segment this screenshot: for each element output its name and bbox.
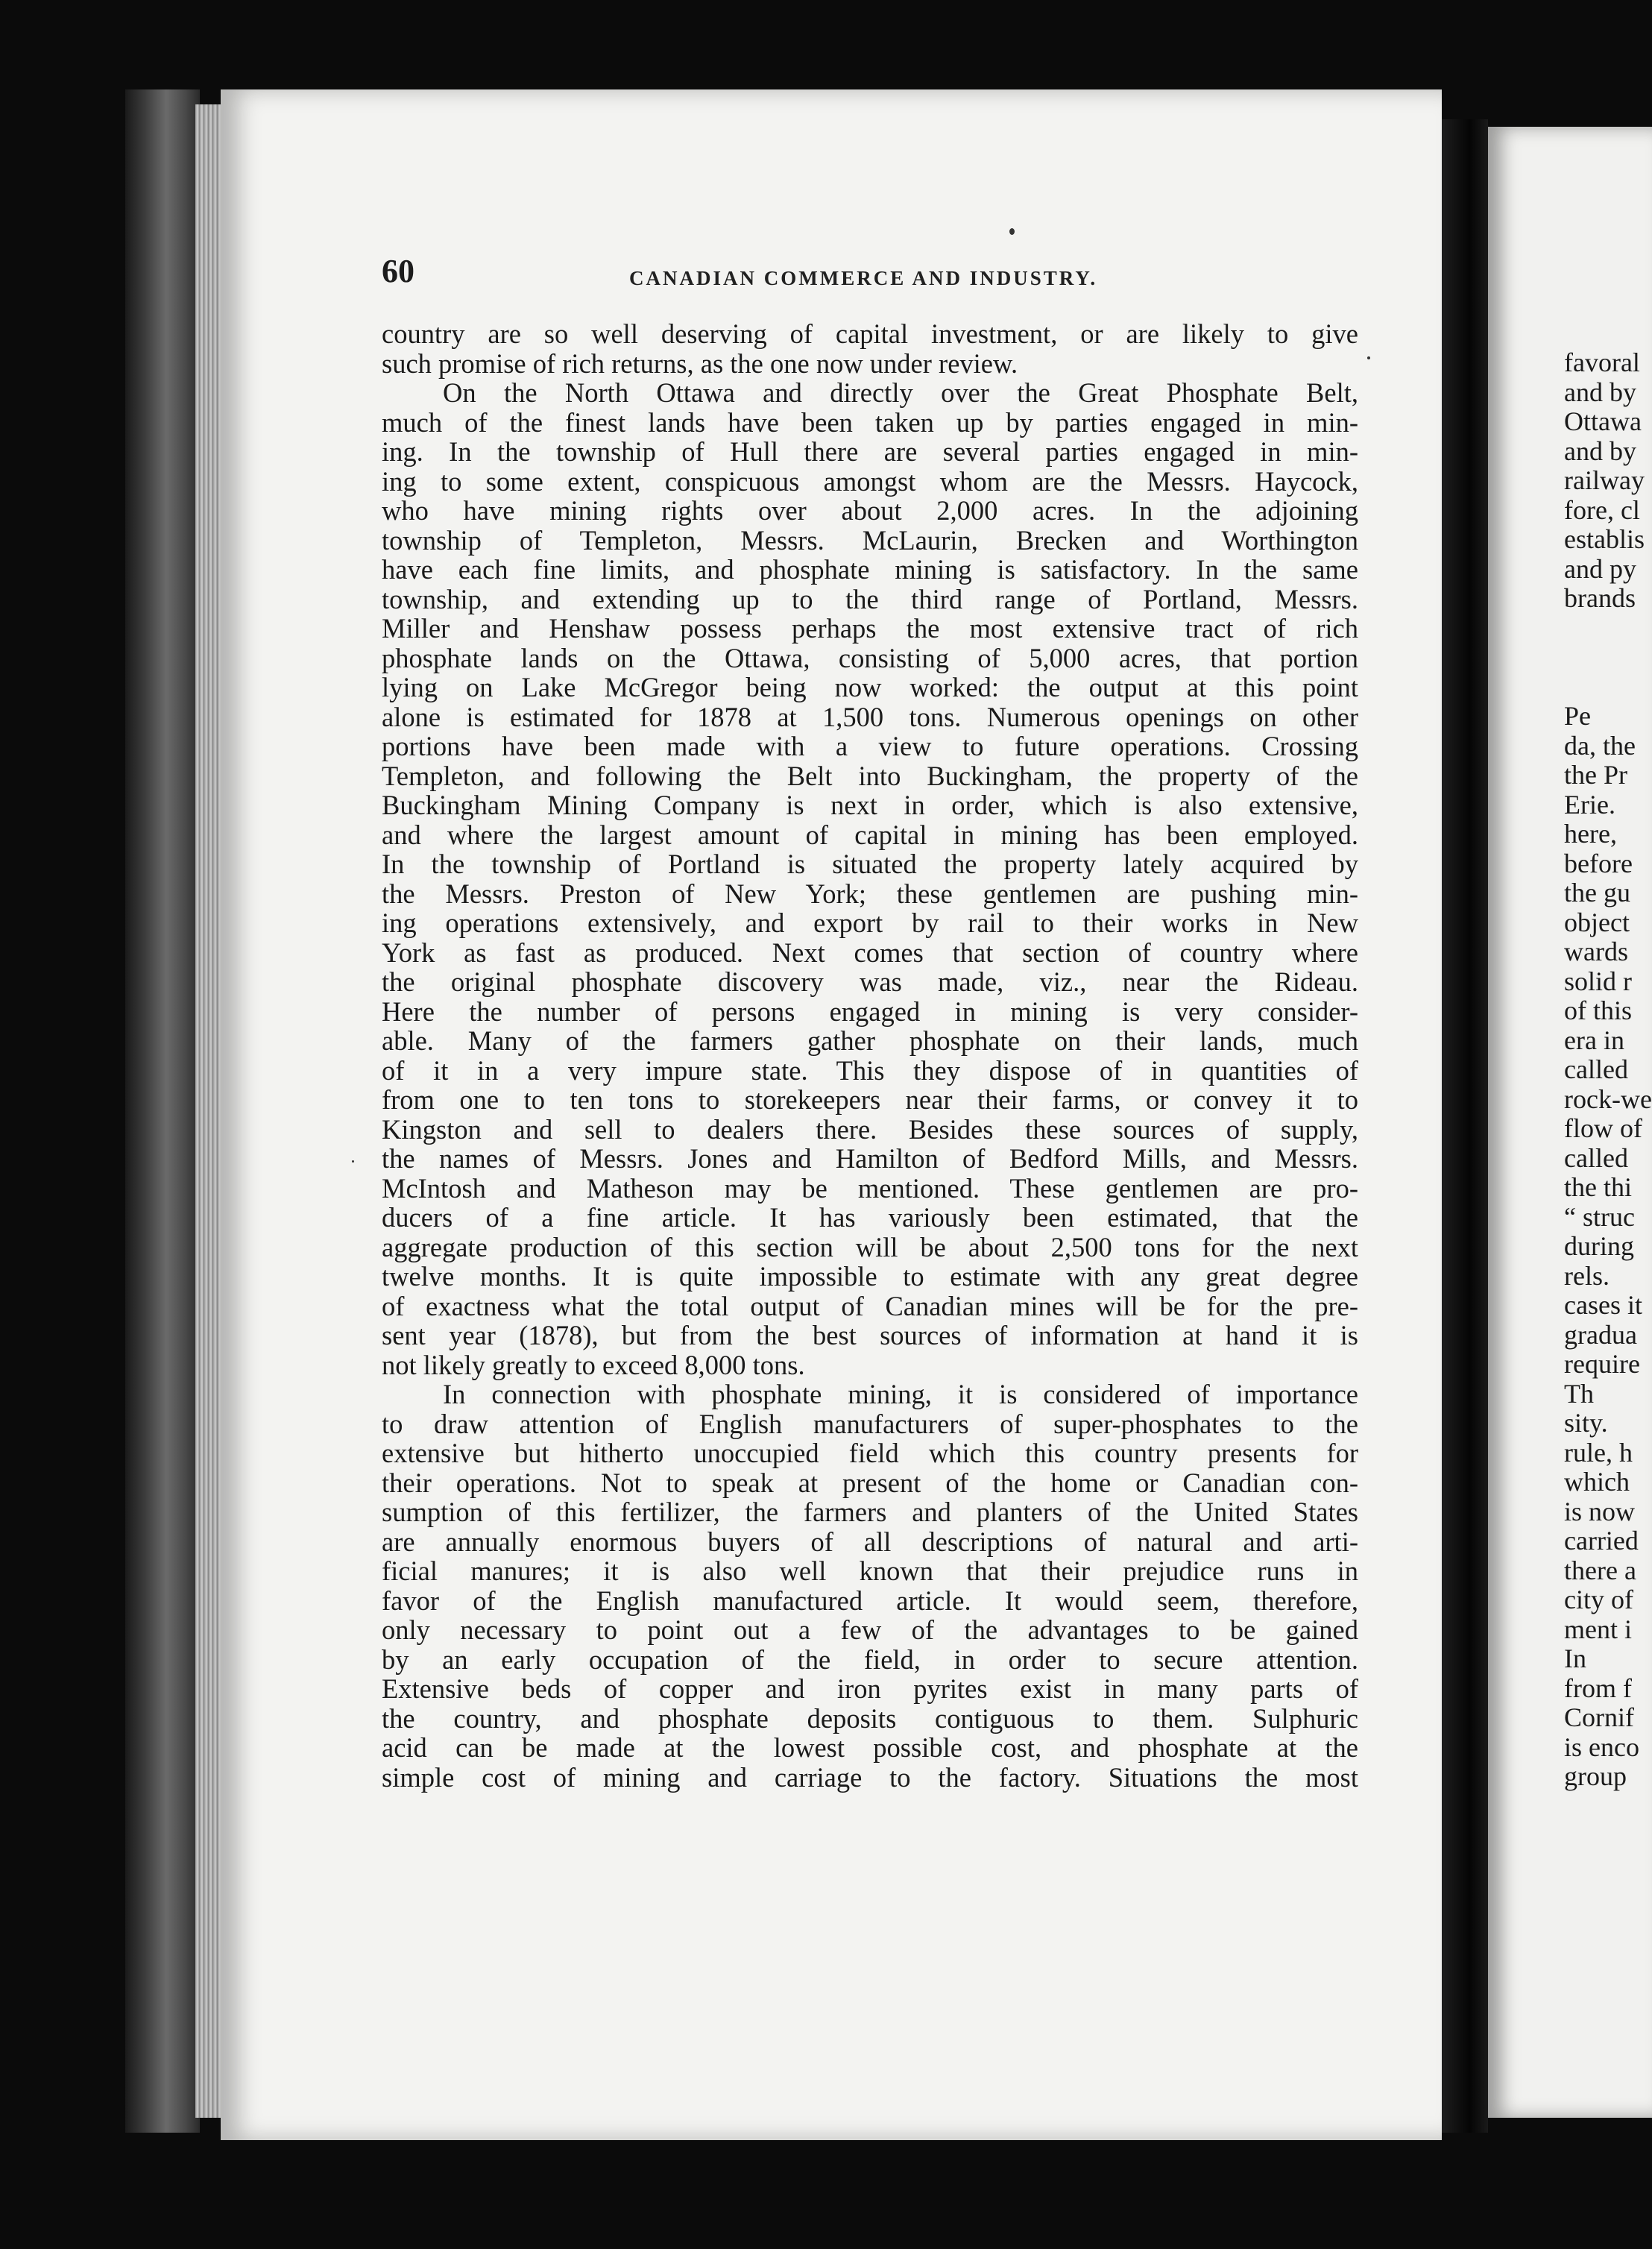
text-line: are annually enormous buyers of all descriptions of natural and arti- — [382, 1526, 1358, 1557]
text-line: ducers of a fine article. It has variously been estimated, that the — [382, 1202, 1358, 1233]
facing-text-line: object — [1564, 907, 1630, 937]
facing-text-line: called — [1564, 1142, 1628, 1173]
text-line: country are so well deserving of capital investment, or are likely to give — [382, 318, 1358, 349]
facing-text-line — [1564, 673, 1652, 702]
facing-text-line: rock-we — [1564, 1083, 1652, 1114]
text-line: and where the largest amount of capital in mining has been employed. — [382, 819, 1358, 850]
text-line: much of the finest lands have been taken up by parties engaged in min- — [382, 406, 1358, 438]
text-line: have each fine limits, and phosphate mining is satisfactory. In the same — [382, 554, 1358, 585]
facing-text-line: Pe — [1564, 701, 1591, 731]
text-line: Extensive beds of copper and iron pyrites exist in many parts of — [382, 1673, 1358, 1704]
facing-text-line: establis — [1564, 524, 1645, 554]
facing-text-line: the thi — [1564, 1172, 1632, 1202]
text-line: Templeton, and following the Belt into Buckingham, the property of the — [382, 760, 1358, 791]
facing-text-line: flow of — [1564, 1113, 1642, 1143]
text-line: twelve months. It is quite impossible to estimate with any great degree — [382, 1261, 1358, 1292]
text-line: able. Many of the farmers gather phosphate on their lands, much — [382, 1025, 1358, 1056]
facing-text-line: from f — [1564, 1673, 1632, 1703]
facing-text-line: there a — [1564, 1555, 1636, 1585]
text-line: ing operations extensively, and export by rail to their works in New — [382, 908, 1358, 938]
text-line: the original phosphate discovery was made, viz., near the Rideau. — [382, 966, 1358, 997]
facing-text-line: rels. — [1564, 1260, 1610, 1291]
facing-text-line: brands — [1564, 583, 1636, 613]
facing-text-line: railway — [1564, 465, 1645, 495]
text-line: such promise of rich returns, as the one now under review. — [382, 347, 1018, 379]
main-text-block — [382, 319, 1358, 1792]
facing-text-line: the gu — [1564, 878, 1630, 908]
text-line: phosphate lands on the Ottawa, consisting of 5,000 acres, that portion — [382, 642, 1358, 673]
text-line: sent year (1878), but from the best sources of information at hand it is — [382, 1320, 1358, 1350]
book-gutter — [1442, 119, 1488, 2133]
facing-text-line: group — [1564, 1761, 1627, 1791]
text-line: Kingston and sell to dealers there. Besides these sources of supply, — [382, 1113, 1358, 1145]
text-line: of it in a very impure state. This they dispose of in quantities of — [382, 1054, 1358, 1086]
facing-page-text-block — [1564, 348, 1652, 1792]
text-line: simple cost of mining and carriage to the factory. Situations the most — [382, 1761, 1358, 1793]
text-line: only necessary to point out a few of the advantages to be gained — [382, 1614, 1358, 1645]
text-line: aggregate production of this section will be about 2,500 tons for the next — [382, 1231, 1358, 1262]
facing-text-line: and by — [1564, 435, 1636, 466]
text-line: their operations. Not to speak at present of the home or Canadian con- — [382, 1467, 1358, 1498]
text-line: acid can be made at the lowest possible cost, and phosphate at the — [382, 1732, 1358, 1763]
facing-text-line: of this — [1564, 995, 1633, 1025]
text-line: Here the number of persons engaged in mining is very consider- — [382, 995, 1358, 1027]
facing-text-line: Erie. — [1564, 789, 1615, 820]
text-line: McIntosh and Matheson may be mentioned. These gentlemen are pro- — [382, 1172, 1358, 1204]
facing-text-line: city of — [1564, 1585, 1633, 1614]
text-line: the names of Messrs. Jones and Hamilton of Bedford Mills, and Messrs. — [382, 1143, 1358, 1174]
text-line: not likely greatly to exceed 8,000 tons. — [382, 1349, 805, 1380]
text-line: of exactness what the total output of Canadian mines will be for the pre- — [382, 1290, 1358, 1321]
text-line: In connection with phosphate mining, it is considered of importance — [443, 1379, 1358, 1409]
text-line: portions have been made with a view to future operations. Crossing — [382, 731, 1358, 761]
facing-text-line: rule, h — [1564, 1437, 1633, 1468]
facing-text-line: is enco — [1564, 1731, 1639, 1762]
text-line: township of Templeton, Messrs. McLaurin, Brecken and Worthington — [382, 524, 1358, 556]
facing-text-line: here, — [1564, 819, 1617, 849]
text-line: the country, and phosphate deposits contiguous to them. Sulphuric — [382, 1702, 1358, 1734]
facing-text-line: fore, cl — [1564, 494, 1640, 525]
facing-text-line: ment i — [1564, 1614, 1632, 1644]
facing-text-line: is now — [1564, 1496, 1636, 1526]
text-line: ficial manures; it is also well known that their prejudice runs in — [382, 1556, 1358, 1586]
facing-text-line: during — [1564, 1231, 1634, 1261]
facing-text-line: Ottawa — [1564, 406, 1642, 436]
text-line: the Messrs. Preston of New York; these gentlemen are pushing min- — [382, 878, 1358, 909]
ink-speck — [352, 1160, 354, 1163]
facing-text-line: wards — [1564, 937, 1628, 966]
text-line: who have mining rights over about 2,000 acres. In the adjoining — [382, 495, 1358, 526]
text-line: alone is estimated for 1878 at 1,500 tons. Numerous openings on other — [382, 701, 1358, 732]
facing-text-line: carried — [1564, 1526, 1639, 1556]
facing-text-line: solid r — [1564, 966, 1633, 996]
facing-text-line: favoral — [1564, 347, 1640, 377]
facing-text-line: “ struc — [1564, 1201, 1635, 1232]
ink-speck — [1367, 356, 1370, 359]
facing-text-line: era in — [1564, 1025, 1624, 1055]
text-line: Buckingham Mining Company is next in order, which is also extensive, — [382, 790, 1358, 820]
text-line: extensive but hitherto unoccupied field which this country presents for — [382, 1438, 1358, 1468]
facing-text-line: sity. — [1564, 1408, 1608, 1438]
facing-text-line: require — [1564, 1349, 1640, 1379]
text-line: On the North Ottawa and directly over the Great Phosphate Belt, — [443, 377, 1358, 408]
text-line: by an early occupation of the field, in order to secure attention. — [382, 1644, 1358, 1675]
facing-text-line: In — [1564, 1644, 1586, 1673]
facing-text-line: which — [1564, 1467, 1630, 1497]
text-line: Miller and Henshaw possess perhaps the most extensive tract of rich — [382, 613, 1358, 644]
text-line: York as fast as produced. Next comes that section of country where — [382, 937, 1358, 968]
facing-text-line: and by — [1564, 377, 1636, 407]
text-line: favor of the English manufactured article. It would seem, therefore, — [382, 1585, 1358, 1616]
facing-text-line: gradua — [1564, 1319, 1637, 1350]
ink-speck — [1009, 228, 1015, 235]
facing-text-line — [1564, 614, 1652, 644]
running-head: CANADIAN COMMERCE AND INDUSTRY. — [629, 267, 1098, 289]
text-line: sumption of this fertilizer, the farmers and planters of the United States — [382, 1497, 1358, 1527]
book-spine — [125, 89, 200, 2133]
page-number: 60 — [382, 253, 414, 289]
text-line: from one to ten tons to storekeepers near their farms, or convey it to — [382, 1084, 1358, 1115]
facing-text-line — [1564, 643, 1652, 673]
text-line: ing to some extent, conspicuous amongst whom are the Messrs. Haycock, — [382, 465, 1358, 497]
text-line: In the township of Portland is situated the property lately acquired by — [382, 849, 1358, 879]
text-line: ing. In the township of Hull there are several parties engaged in min- — [382, 436, 1358, 467]
text-line: township, and extending up to the third range of Portland, Messrs. — [382, 583, 1358, 614]
page-edges — [195, 104, 221, 2118]
facing-text-line: and py — [1564, 553, 1636, 584]
facing-text-line: called — [1564, 1054, 1628, 1084]
facing-text-line: cases it — [1564, 1290, 1642, 1320]
facing-text-line: Cornif — [1564, 1702, 1634, 1732]
facing-text-line: Th — [1564, 1378, 1594, 1409]
text-line: lying on Lake McGregor being now worked: the output at this point — [382, 672, 1358, 702]
text-line: to draw attention of English manufacturers of super-phosphates to the — [382, 1408, 1358, 1439]
facing-text-line: before — [1564, 848, 1633, 878]
facing-text-line: da, the — [1564, 730, 1636, 761]
facing-text-line: the Pr — [1564, 760, 1627, 790]
